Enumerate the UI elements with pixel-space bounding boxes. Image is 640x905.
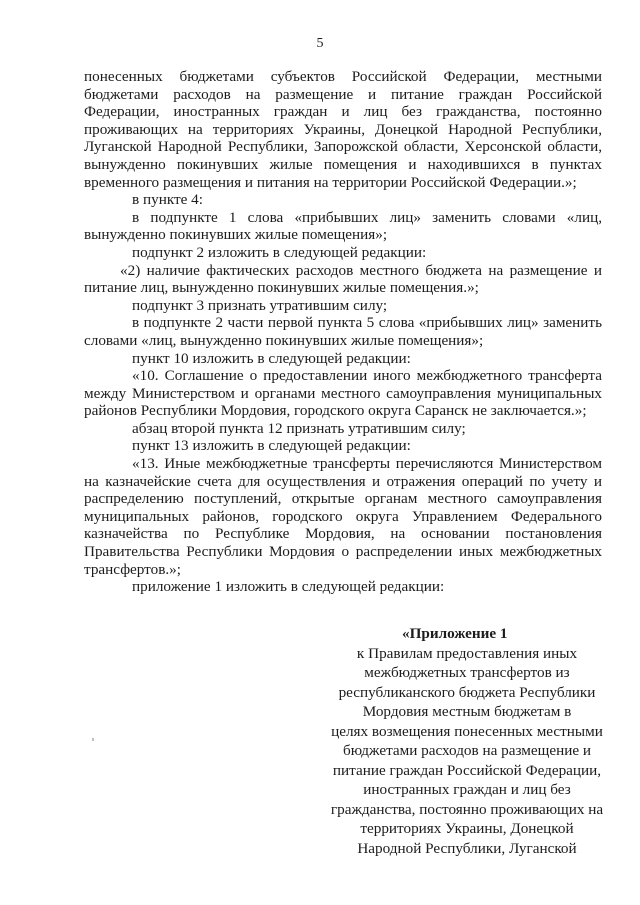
- appendix-line: Мордовия местным бюджетам в: [362, 703, 572, 720]
- document-body: [84, 68, 602, 596]
- paragraph: «2) наличие фактических расходов местного бюджета на размещение и питание лиц, вынужденно покинувших жилые помещения.»;: [84, 261, 602, 297]
- appendix-caption: [322, 644, 612, 859]
- paragraph: в подпункте 2 части первой пункта 5 слова «прибывших лиц» заменить словами «лиц, вынужденно покинувших жилые помещения»;: [84, 314, 602, 349]
- appendix-line: территориях Украины, Донецкой: [360, 820, 574, 837]
- appendix-heading-block: [322, 624, 612, 858]
- paragraph: в пункте 4:: [132, 191, 203, 209]
- scan-artifact: [92, 738, 94, 741]
- appendix-title: «Приложение 1: [402, 625, 508, 642]
- page-number: 5: [316, 36, 324, 51]
- paragraph: пункт 13 изложить в следующей редакции:: [132, 437, 411, 455]
- appendix-line: к Правилам предоставления иных: [356, 644, 578, 662]
- appendix-line: Народной Республики, Луганской: [357, 839, 577, 857]
- paragraph: абзац второй пункта 12 признать утратившим силу;: [132, 419, 466, 437]
- paragraph: «13. Иные межбюджетные трансферты перечисляются Министерством на казначейские счета для осуществления и отражения операций по учету и распределению поступлений, открытые органам местного самоуправления муниципальных районов, городского округа Управлением Федерального казначейства по Республике Мордовия, на основании постановления Правительства Республики Мордовия о распределении иных межбюджетных трансфертов.»;: [84, 455, 602, 578]
- paragraph: «10. Соглашение о предоставлении иного межбюджетного трансферта между Министерством и органами местного самоуправления муниципальных районов Республики Мордовия, городского округа Саранск не заключается.»;: [84, 367, 602, 420]
- appendix-line: межбюджетных трансфертов из: [364, 664, 570, 681]
- paragraph: подпункт 3 признать утратившим силу;: [132, 296, 388, 314]
- appendix-line: бюджетами расходов на размещение и: [343, 742, 591, 759]
- appendix-line: республиканского бюджета Республики: [338, 683, 596, 701]
- paragraph: пункт 10 изложить в следующей редакции:: [132, 349, 411, 367]
- paragraph: в подпункте 1 слова «прибывших лиц» заменить словами «лиц, вынужденно покинувших жилые помещения»;: [84, 208, 602, 244]
- paragraph: подпункт 2 изложить в следующей редакции:: [132, 243, 427, 261]
- appendix-line: иностранных граждан и лиц без: [363, 781, 571, 798]
- appendix-line: целях возмещения понесенных местными: [331, 722, 603, 740]
- appendix-line: гражданства, постоянно проживающих на: [330, 800, 604, 818]
- paragraph: приложение 1 изложить в следующей редакции:: [132, 578, 445, 596]
- appendix-line: питание граждан Российской Федерации,: [332, 761, 602, 779]
- paragraph: понесенных бюджетами субъектов Российской Федерации, местными бюджетами расходов на размещение и питание граждан Российской Федерации, иностранных граждан и лиц без гражданства, постоянно проживающих на территориях Украины, Донецкой Народной Республики, Луганской Народной Республики, Запорожской области, Херсонской области, вынужденно покинувших жилые помещения и находившихся в пунктах временного размещения и питания на территории Российской Федерации.»;: [84, 68, 602, 191]
